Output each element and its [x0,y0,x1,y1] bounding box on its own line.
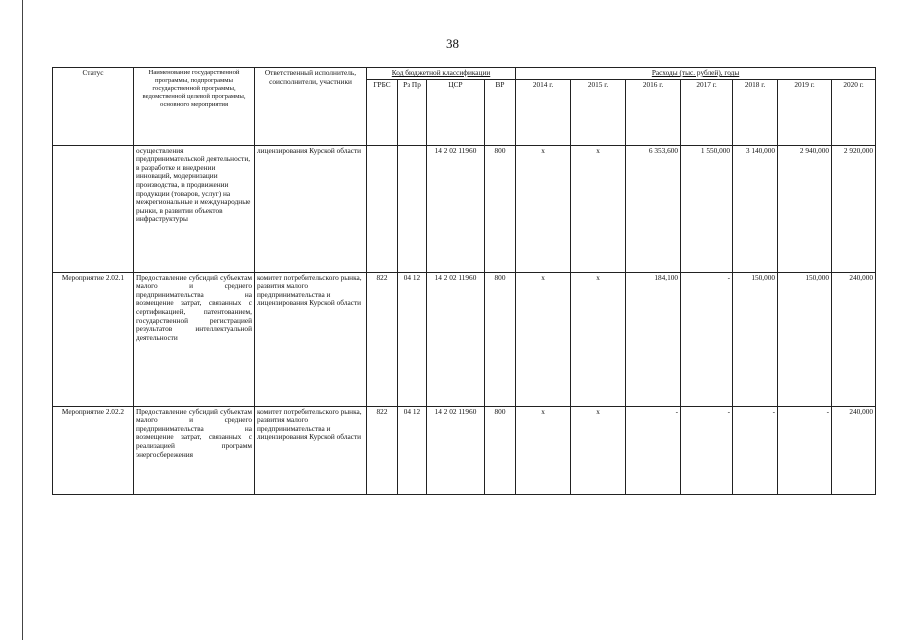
row-value-2014: х [516,406,571,494]
row-status [53,145,134,272]
row-value-2016: 184,100 [626,272,681,406]
budget-table [52,67,876,495]
row-responsible: комитет потребительского рынка, развития малого предпринимательства и лицензирования Курской области [255,406,367,494]
row-name: осуществления предпринимательской деятельности, в разработке и внедрении инноваций, модернизации производства, в продвижении продукции (товаров, услуг) на межрегиональные и международные рынки, в развитии объектов инфраструктуры [134,145,255,272]
header-vr: ВР [485,79,516,145]
row-grbs: 822 [367,272,398,406]
row-rzpr: 04 12 [398,406,427,494]
table-row [53,272,876,406]
table-row [53,145,876,272]
row-value-2019: 150,000 [778,272,832,406]
header-year-2020: 2020 г. [832,79,876,145]
row-grbs: 822 [367,406,398,494]
header-rzpr: Рз Пр [398,79,427,145]
table-row [53,406,876,494]
row-value-2020: 2 920,000 [832,145,876,272]
row-grbs [367,145,398,272]
row-value-2015: х [571,272,626,406]
header-csr: ЦСР [427,79,485,145]
row-value-2020: 240,000 [832,406,876,494]
row-value-2018: - [733,406,778,494]
row-csr: 14 2 02 11960 [427,272,485,406]
header-year-2018: 2018 г. [733,79,778,145]
header-expenses-group: Расходы (тыс. рублей), годы [516,68,876,80]
row-value-2016: - [626,406,681,494]
header-year-2014: 2014 г. [516,79,571,145]
row-value-2017: - [681,272,733,406]
row-value-2018: 3 140,000 [733,145,778,272]
row-value-2020: 240,000 [832,272,876,406]
row-rzpr [398,145,427,272]
row-value-2017: 1 550,000 [681,145,733,272]
page-number: 38 [446,36,459,51]
row-vr: 800 [485,272,516,406]
row-value-2019: 2 940,000 [778,145,832,272]
header-responsible: Ответственный исполнитель, соисполнители, участники [255,68,367,146]
row-value-2019: - [778,406,832,494]
header-name: Наименование государственной программы, подпрограммы государственной программы, ведомственной целевой программы, основного мероприятия [134,68,255,146]
header-year-2015: 2015 г. [571,79,626,145]
page-edge-line [22,0,23,640]
row-vr: 800 [485,406,516,494]
row-name: Предоставление субсидий субъектам малого и среднего предпринимательства на возмещение затрат, связанных с реализацией программ энергосбережения [134,406,255,494]
row-csr: 14 2 02 11960 [427,145,485,272]
row-value-2014: х [516,145,571,272]
row-rzpr: 04 12 [398,272,427,406]
row-value-2015: х [571,145,626,272]
row-value-2017: - [681,406,733,494]
header-grbs: ГРБС [367,79,398,145]
row-value-2016: 6 353,600 [626,145,681,272]
header-year-2016: 2016 г. [626,79,681,145]
header-year-2019: 2019 г. [778,79,832,145]
row-vr: 800 [485,145,516,272]
row-value-2014: х [516,272,571,406]
row-csr: 14 2 02 11960 [427,406,485,494]
header-year-2017: 2017 г. [681,79,733,145]
row-name: Предоставление субсидий субъектам малого и среднего предпринимательства на возмещение затрат, связанных с сертификацией, патентованием, государственной регистрацией результатов интеллектуальной деятельности [134,272,255,406]
row-value-2018: 150,000 [733,272,778,406]
row-status: Мероприятие 2.02.1 [53,272,134,406]
header-budget-code-group: Код бюджетной классификации [367,68,516,80]
row-value-2015: х [571,406,626,494]
row-responsible: комитет потребительского рынка, развития малого предпринимательства и лицензирования Курской области [255,272,367,406]
row-status: Мероприятие 2.02.2 [53,406,134,494]
header-status: Статус [53,68,134,146]
row-responsible: лицензирования Курской области [255,145,367,272]
